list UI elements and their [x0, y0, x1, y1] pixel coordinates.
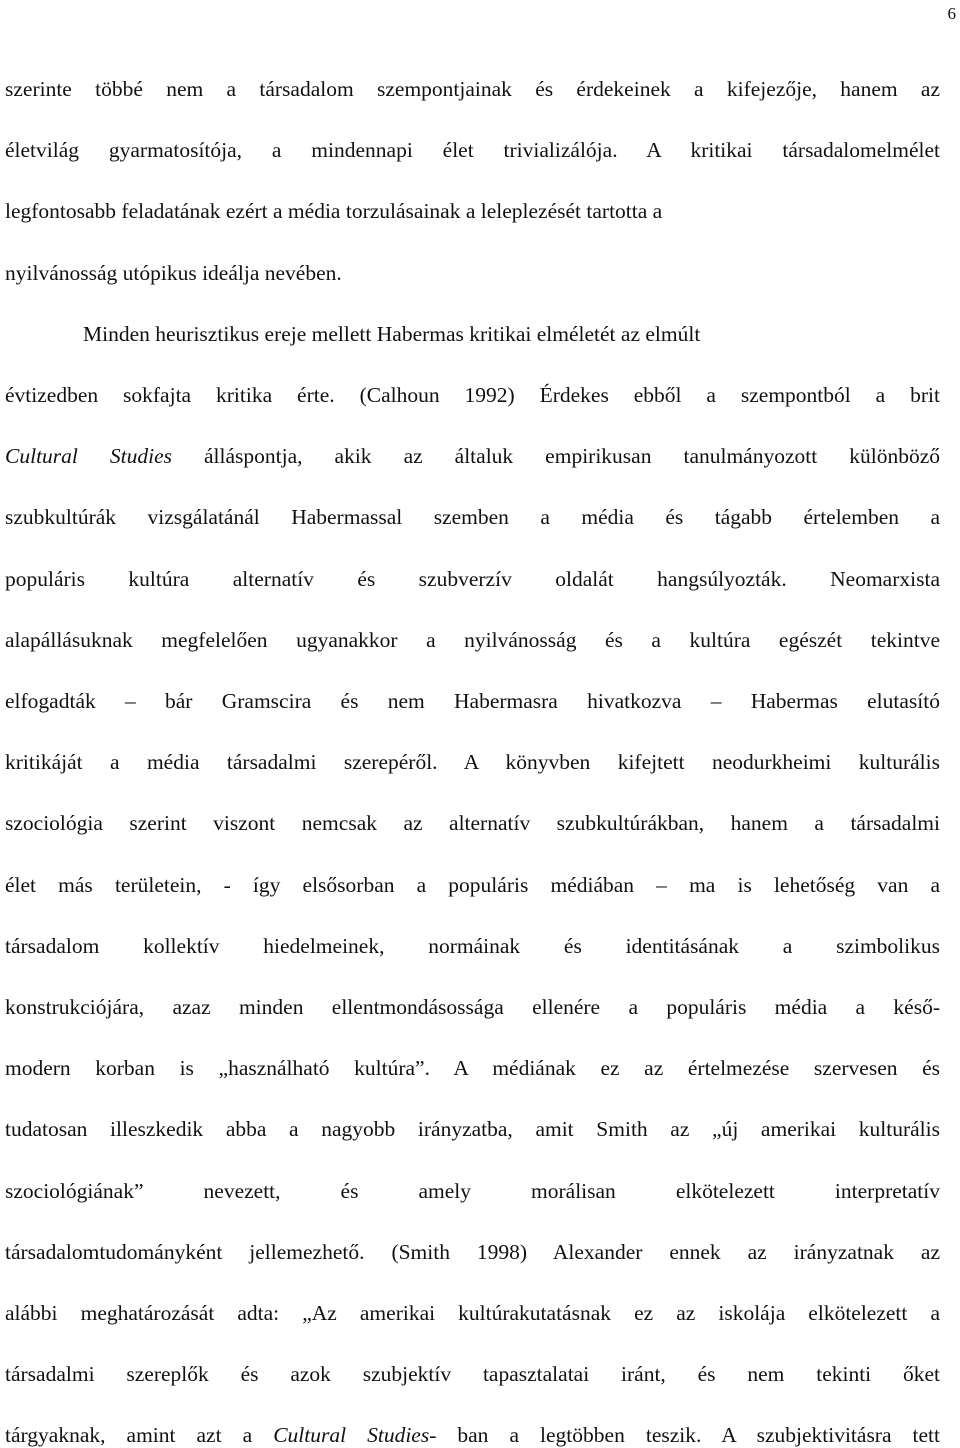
- text-segment: szubkultúrák vizsgálatánál Habermassal szemben a média és tágabb értelemben a: [5, 505, 940, 529]
- text-segment: szociológia szerint viszont nemcsak az alternatív szubkultúrákban, hanem a társadalmi: [5, 811, 940, 835]
- text-segment: - ban a legtöbben teszik. A szubjektivitásra tett: [429, 1423, 941, 1447]
- text-line: [5, 1300, 940, 1326]
- text-segment: évtizedben sokfajta kritika érte. (Calhoun 1992) Érdekes ebből a szempontból a brit: [5, 383, 940, 407]
- text-line: [5, 382, 940, 408]
- text-line: [5, 994, 940, 1020]
- text-segment: kritikáját a média társadalmi szerepéről. A könyvben kifejtett neodurkheimi kulturális: [5, 750, 940, 774]
- text-line: [5, 566, 940, 592]
- text-line: [83, 321, 940, 347]
- text-line: [5, 260, 940, 286]
- text-segment: elfogadták – bár Gramscira és nem Habermasra hivatkozva – Habermas elutasító: [5, 689, 940, 713]
- text-segment: nyilvánosság utópikus ideálja nevében.: [5, 261, 342, 285]
- text-segment: tárgyaknak, amint azt a: [5, 1423, 274, 1447]
- page-number: 6: [947, 4, 956, 23]
- text-segment: tudatosan illeszkedik abba a nagyobb irányzatba, amit Smith az „új amerikai kulturális: [5, 1117, 940, 1141]
- text-line: [5, 504, 940, 530]
- text-line: [5, 1116, 940, 1142]
- text-line: [5, 1361, 940, 1387]
- text-line: [5, 933, 940, 959]
- text-line: [5, 1055, 940, 1081]
- text-line: [5, 76, 940, 102]
- text-segment: modern korban is „használható kultúra”. A médiának ez az értelmezése szervesen és: [5, 1056, 940, 1080]
- text-line: [5, 198, 940, 224]
- text-segment: alapállásuknak megfelelően ugyanakkor a nyilvánosság és a kultúra egészét tekintve: [5, 628, 940, 652]
- text-segment: álláspontja, akik az általuk empirikusan tanulmányozott különböző: [172, 444, 940, 468]
- text-segment: társadalom kollektív hiedelmeinek, normáinak és identitásának a szimbolikus: [5, 934, 940, 958]
- text-segment: szociológiának” nevezett, és amely morálisan elkötelezett interpretatív: [5, 1179, 940, 1203]
- text-line: [5, 627, 940, 653]
- text-segment: legfontosabb feladatának ezért a média torzulásainak a leleplezését tartotta a: [5, 199, 663, 223]
- italic-title: Cultural Studies: [273, 1423, 430, 1447]
- italic-title: Cultural Studies: [5, 444, 172, 468]
- text-line: [5, 810, 940, 836]
- text-line: [5, 749, 940, 775]
- text-line: [5, 137, 940, 163]
- text-segment: életvilág gyarmatosítója, a mindennapi élet trivializálója. A kritikai társadalomelmélet: [5, 138, 940, 162]
- text-line: [5, 688, 940, 714]
- text-line: [5, 1178, 940, 1204]
- text-segment: Minden heurisztikus ereje mellett Habermas kritikai elméletét az elmúlt: [83, 322, 701, 346]
- text-segment: szerinte többé nem a társadalom szempontjainak és érdekeinek a kifejezője, hanem az: [5, 77, 940, 101]
- text-segment: élet más területein, - így elsősorban a populáris médiában – ma is lehetőség van a: [5, 873, 940, 897]
- text-segment: konstrukciójára, azaz minden ellentmondásossága ellenére a populáris média a késő-: [5, 995, 940, 1019]
- text-segment: alábbi meghatározását adta: „Az amerikai kultúrakutatásnak ez az iskolája elkötelezett a: [5, 1301, 940, 1325]
- text-segment: populáris kultúra alternatív és szubverzív oldalát hangsúlyozták. Neomarxista: [5, 567, 940, 591]
- text-line: [5, 1422, 940, 1448]
- text-line: [5, 1239, 940, 1265]
- text-line: [5, 443, 940, 469]
- text-segment: társadalomtudományként jellemezhető. (Smith 1998) Alexander ennek az irányzatnak az: [5, 1240, 940, 1264]
- text-segment: társadalmi szereplők és azok szubjektív tapasztalatai iránt, és nem tekinti őket: [5, 1362, 940, 1386]
- text-line: [5, 872, 940, 898]
